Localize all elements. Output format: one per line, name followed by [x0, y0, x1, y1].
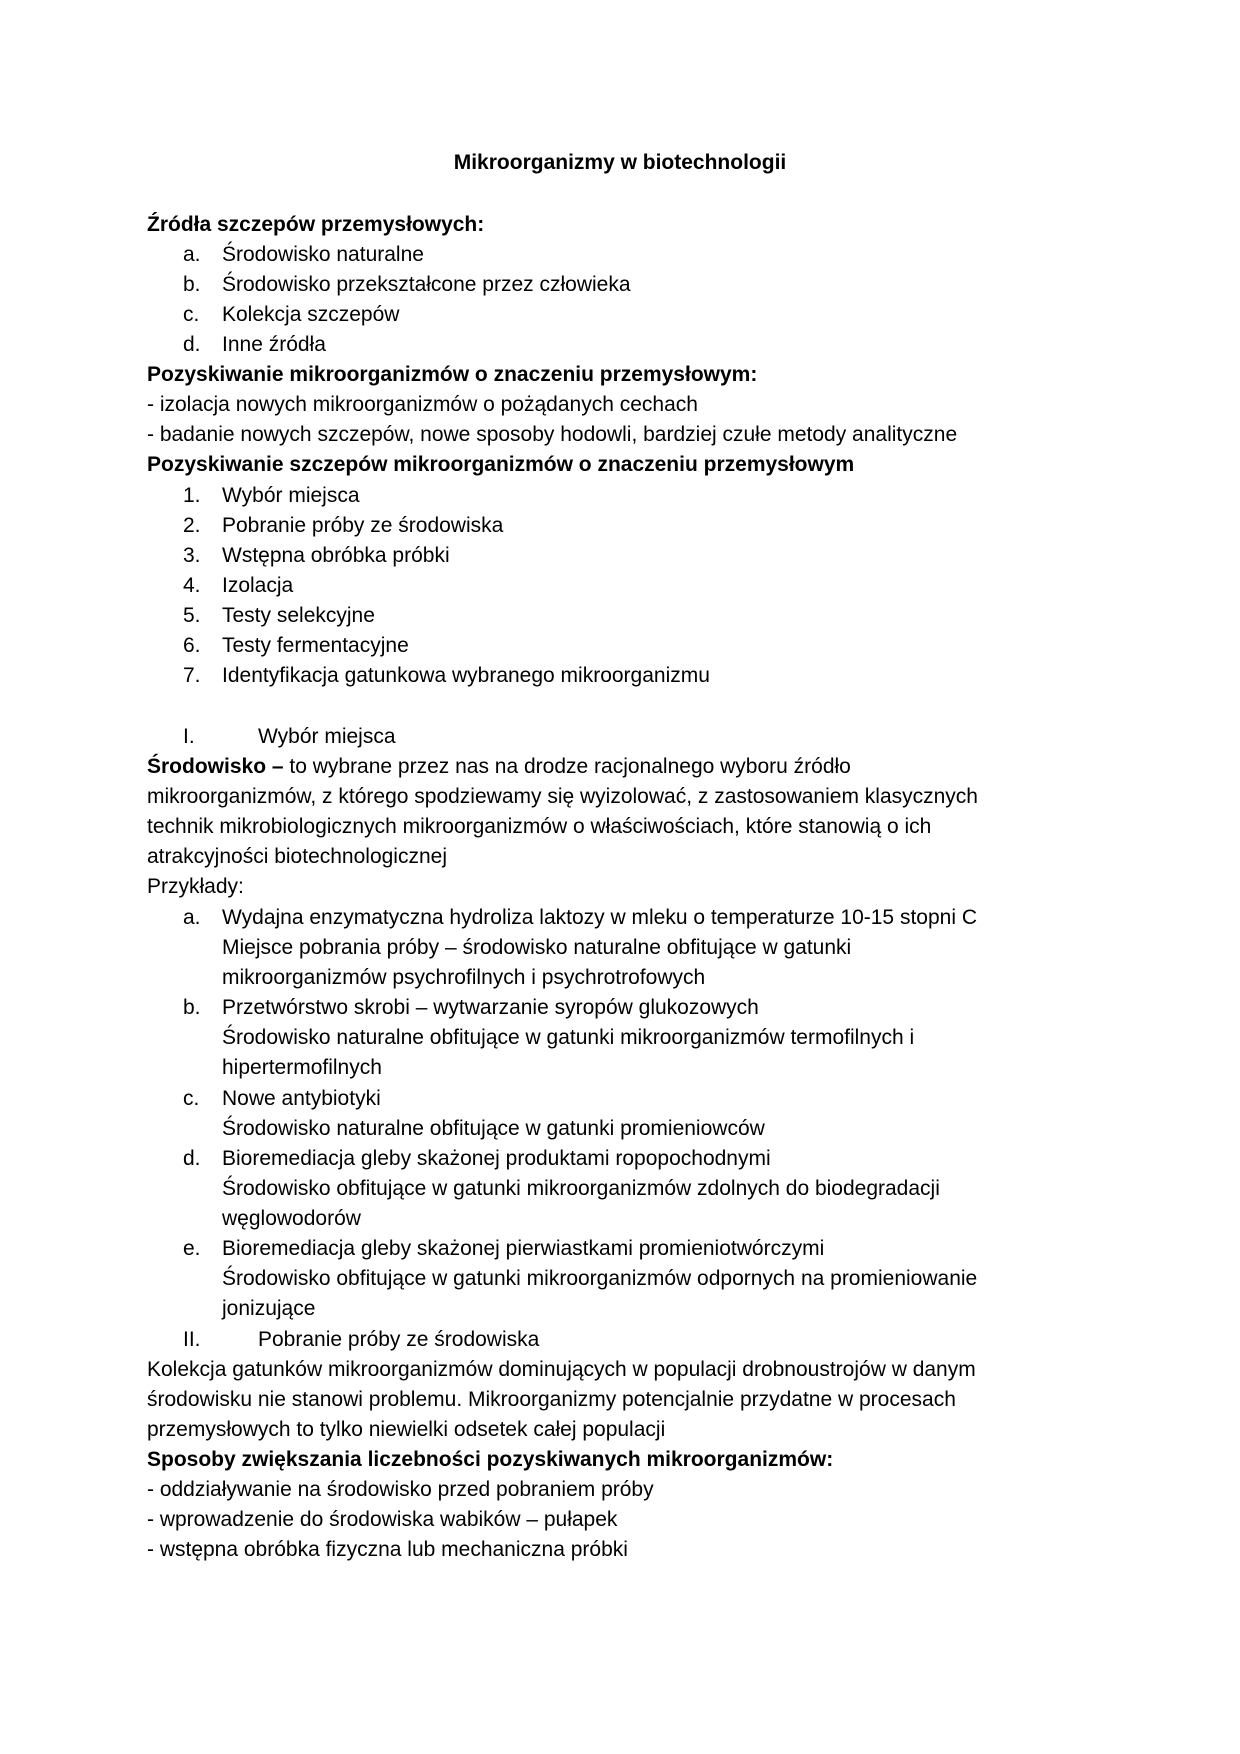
definition-line: technik mikrobiologicznych mikroorganizmów o właściwościach, które stanowią o ich	[147, 815, 932, 838]
acquiring-bullet: - izolacja nowych mikroorganizmów o pożądanych cechach	[147, 393, 698, 416]
method-bullet: - oddziaływanie na środowisko przed pobraniem próby	[147, 1478, 654, 1501]
sources-item-marker: d.	[183, 333, 201, 356]
strains-heading: Pozyskiwanie szczepów mikroorganizmów o znaczeniu przemysłowym	[147, 453, 855, 476]
step-marker: 2.	[183, 514, 201, 537]
example-line: Miejsce pobrania próby – środowisko naturalne obfitujące w gatunki	[222, 936, 852, 959]
sources-item-marker: a.	[183, 243, 201, 266]
page-title: Mikroorganizmy w biotechnologii	[453, 151, 787, 174]
definition-line	[147, 752, 851, 782]
examples-label: Przykłady:	[147, 875, 244, 898]
example-line: Wydajna enzymatyczna hydroliza laktozy w mleku o temperaturze 10-15 stopni C	[222, 906, 977, 929]
example-line: węglowodorów	[222, 1207, 361, 1230]
sources-item-text: Środowisko naturalne	[222, 243, 424, 266]
step-text: Wybór miejsca	[222, 484, 360, 507]
definition-text: to wybrane przez nas na drodze racjonalnego wyboru źródło	[283, 755, 851, 778]
example-line: Środowisko obfitujące w gatunki mikroorganizmów odpornych na promieniowanie	[222, 1267, 978, 1290]
step-text: Testy fermentacyjne	[222, 634, 409, 657]
section-two-marker: II.	[183, 1328, 201, 1351]
example-line: mikroorganizmów psychrofilnych i psychrotrofowych	[222, 966, 706, 989]
step-text: Pobranie próby ze środowiska	[222, 514, 504, 537]
sources-item-marker: b.	[183, 273, 201, 296]
sources-item-text: Środowisko przekształcone przez człowieka	[222, 273, 631, 296]
paragraph-line: Kolekcja gatunków mikroorganizmów dominujących w populacji drobnoustrojów w danym	[147, 1358, 976, 1381]
section-one-heading: Wybór miejsca	[258, 725, 396, 748]
example-marker: e.	[183, 1237, 201, 1260]
example-marker: d.	[183, 1147, 201, 1170]
step-marker: 4.	[183, 574, 201, 597]
example-line: Środowisko naturalne obfitujące w gatunki mikroorganizmów termofilnych i	[222, 1026, 915, 1049]
definition-line: atrakcyjności biotechnologicznej	[147, 845, 447, 868]
sources-heading: Źródła szczepów przemysłowych:	[147, 213, 485, 236]
sources-item-marker: c.	[183, 303, 200, 326]
sources-item-text: Inne źródła	[222, 333, 326, 356]
step-marker: 1.	[183, 484, 201, 507]
definition-term: Środowisko –	[147, 755, 284, 778]
step-marker: 3.	[183, 544, 201, 567]
example-line: Bioremediacja gleby skażonej produktami ropopochodnymi	[222, 1147, 771, 1170]
step-text: Testy selekcyjne	[222, 604, 375, 627]
method-bullet: - wstępna obróbka fizyczna lub mechaniczna próbki	[147, 1538, 628, 1561]
paragraph-line: środowisku nie stanowi problemu. Mikroorganizmy potencjalnie przydatne w procesach	[147, 1388, 956, 1411]
example-line: hipertermofilnych	[222, 1056, 382, 1079]
example-line: Nowe antybiotyki	[222, 1087, 381, 1110]
step-marker: 7.	[183, 664, 201, 687]
acquiring-heading: Pozyskiwanie mikroorganizmów o znaczeniu przemysłowym:	[147, 363, 758, 386]
sources-item-text: Kolekcja szczepów	[222, 303, 400, 326]
acquiring-bullet: - badanie nowych szczepów, nowe sposoby hodowli, bardziej czułe metody analityczne	[147, 423, 958, 446]
example-line: Bioremediacja gleby skażonej pierwiastkami promieniotwórczymi	[222, 1237, 825, 1260]
paragraph-line: przemysłowych to tylko niewielki odsetek całej populacji	[147, 1418, 666, 1441]
step-marker: 5.	[183, 604, 201, 627]
step-text: Identyfikacja gatunkowa wybranego mikroorganizmu	[222, 664, 710, 687]
section-one-marker: I.	[183, 725, 195, 748]
method-bullet: - wprowadzenie do środowiska wabików – pułapek	[147, 1508, 618, 1531]
example-line: Środowisko obfitujące w gatunki mikroorganizmów zdolnych do biodegradacji	[222, 1177, 940, 1200]
methods-heading: Sposoby zwiększania liczebności pozyskiwanych mikroorganizmów:	[147, 1448, 834, 1471]
step-text: Izolacja	[222, 574, 294, 597]
step-marker: 6.	[183, 634, 201, 657]
example-marker: b.	[183, 996, 201, 1019]
definition-line: mikroorganizmów, z którego spodziewamy się wyizolować, z zastosowaniem klasycznych	[147, 785, 978, 808]
example-line: Środowisko naturalne obfitujące w gatunki promieniowców	[222, 1117, 765, 1140]
step-text: Wstępna obróbka próbki	[222, 544, 450, 567]
example-marker: a.	[183, 906, 201, 929]
section-two-heading: Pobranie próby ze środowiska	[258, 1328, 540, 1351]
example-line: Przetwórstwo skrobi – wytwarzanie syropów glukozowych	[222, 996, 759, 1019]
example-marker: c.	[183, 1087, 200, 1110]
example-line: jonizujące	[222, 1297, 316, 1320]
